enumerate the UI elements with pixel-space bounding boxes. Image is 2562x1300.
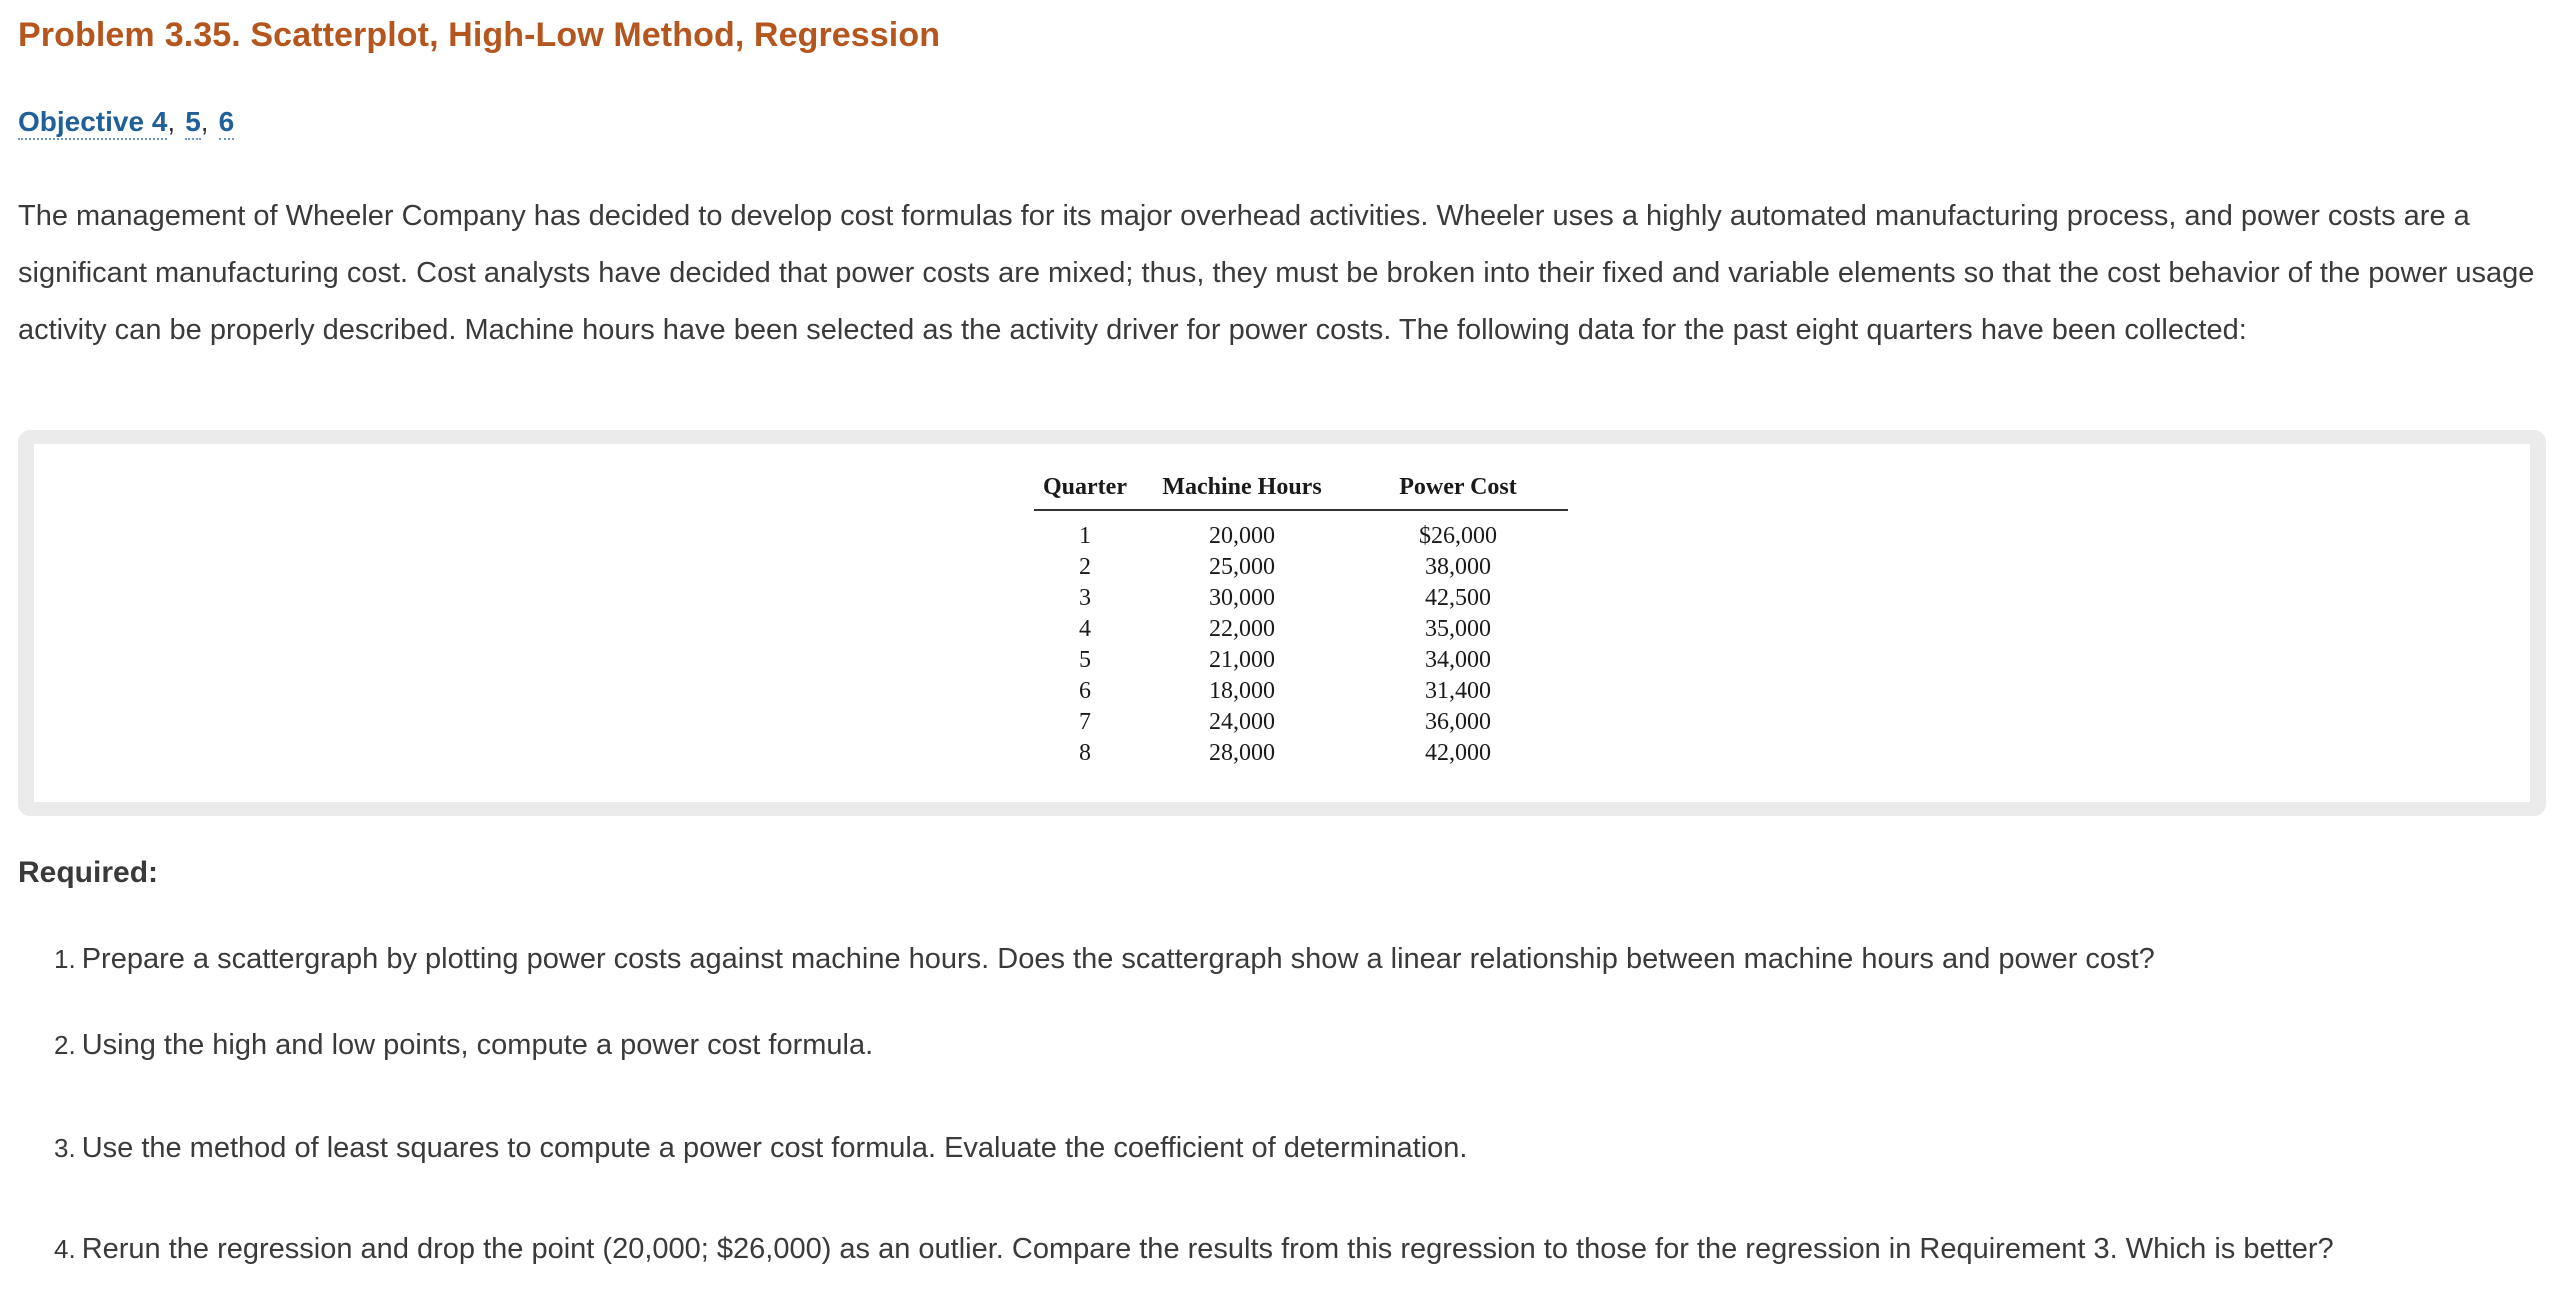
table-header-row xyxy=(1034,474,1568,510)
cell-power-cost: 38,000 xyxy=(1425,554,1491,580)
cell-power-cost: 34,000 xyxy=(1425,647,1491,673)
requirement-text: Prepare a scattergraph by plotting power costs against machine hours. Does the scattergraph show a linear relationship between machine hours and power cost? xyxy=(81,943,2155,975)
requirement-item-1 xyxy=(54,943,2155,976)
cell-power-cost: 42,000 xyxy=(1425,740,1491,766)
requirement-item-4 xyxy=(54,1233,2334,1266)
cell-machine-hours: 18,000 xyxy=(1209,678,1275,704)
requirement-number: 1. xyxy=(54,944,76,974)
objective-link-label[interactable]: Objective 4 xyxy=(18,106,167,140)
table-row xyxy=(1034,583,1568,614)
cell-power-cost: 31,400 xyxy=(1425,678,1491,704)
cell-quarter: 8 xyxy=(1079,740,1091,766)
cell-quarter: 1 xyxy=(1079,523,1091,549)
requirement-number: 2. xyxy=(54,1030,76,1060)
data-table-frame xyxy=(18,430,2546,816)
cell-machine-hours: 24,000 xyxy=(1209,709,1275,735)
cell-quarter: 7 xyxy=(1079,709,1091,735)
problem-label: Problem xyxy=(18,16,155,54)
cell-quarter: 3 xyxy=(1079,585,1091,611)
cell-quarter: 4 xyxy=(1079,616,1091,642)
data-table-panel xyxy=(34,444,2530,802)
table-row xyxy=(1034,738,1568,769)
cell-power-cost: $26,000 xyxy=(1419,523,1497,549)
cell-power-cost: 36,000 xyxy=(1425,709,1491,735)
requirement-text: Using the high and low points, compute a power cost formula. xyxy=(81,1029,874,1061)
table-row xyxy=(1034,707,1568,738)
requirement-number: 3. xyxy=(54,1133,76,1163)
objective-link-6[interactable]: 6 xyxy=(219,106,235,140)
table-row xyxy=(1034,552,1568,583)
requirement-item-3 xyxy=(54,1132,1467,1165)
cell-machine-hours: 22,000 xyxy=(1209,616,1275,642)
header-machine-hours: Machine Hours xyxy=(1136,474,1348,510)
cell-machine-hours: 21,000 xyxy=(1209,647,1275,673)
requirement-text: Rerun the regression and drop the point (20,000; $26,000) as an outlier. Compare the results from this regression to those for the regression in Requirement 3. Which is better? xyxy=(81,1233,2334,1265)
cell-quarter: 2 xyxy=(1079,554,1091,580)
required-heading: Required: xyxy=(18,856,159,889)
header-quarter: Quarter xyxy=(1034,474,1136,510)
objective-line: Objective 4, 5, 6 xyxy=(18,106,234,138)
table-row xyxy=(1034,645,1568,676)
cell-machine-hours: 25,000 xyxy=(1209,554,1275,580)
cell-machine-hours: 30,000 xyxy=(1209,585,1275,611)
cell-power-cost: 35,000 xyxy=(1425,616,1491,642)
requirement-text: Use the method of least squares to compute a power cost formula. Evaluate the coefficient of determination. xyxy=(81,1132,1468,1164)
requirement-item-2 xyxy=(54,1029,873,1062)
header-power-cost: Power Cost xyxy=(1348,474,1568,510)
requirement-number: 4. xyxy=(54,1234,76,1264)
cell-quarter: 6 xyxy=(1079,678,1091,704)
table-row xyxy=(1034,614,1568,645)
intro-paragraph: The management of Wheeler Company has decided to develop cost formulas for its major overhead activities. Wheeler uses a highly automated manufacturing process, and power costs are a significant manufacturing cost. Cost analysts have decided that power costs are mixed; thus, they must be broken into their fixed and variable elements so that the cost behavior of the power usage activity can be properly described. Machine hours have been selected as the activity driver for power costs. The following data for the past eight quarters have been collected: xyxy=(18,200,2535,346)
cell-machine-hours: 20,000 xyxy=(1209,523,1275,549)
problem-title xyxy=(18,16,940,55)
table-row xyxy=(1034,676,1568,707)
cell-power-cost: 42,500 xyxy=(1425,585,1491,611)
cell-quarter: 5 xyxy=(1079,647,1091,673)
problem-number-title: 3.35. Scatterplot, High-Low Method, Regression xyxy=(164,16,941,54)
quarterly-data-table xyxy=(1034,474,1568,769)
table-row xyxy=(1034,510,1568,552)
objective-link-5[interactable]: 5 xyxy=(185,106,201,140)
cell-machine-hours: 28,000 xyxy=(1209,740,1275,766)
